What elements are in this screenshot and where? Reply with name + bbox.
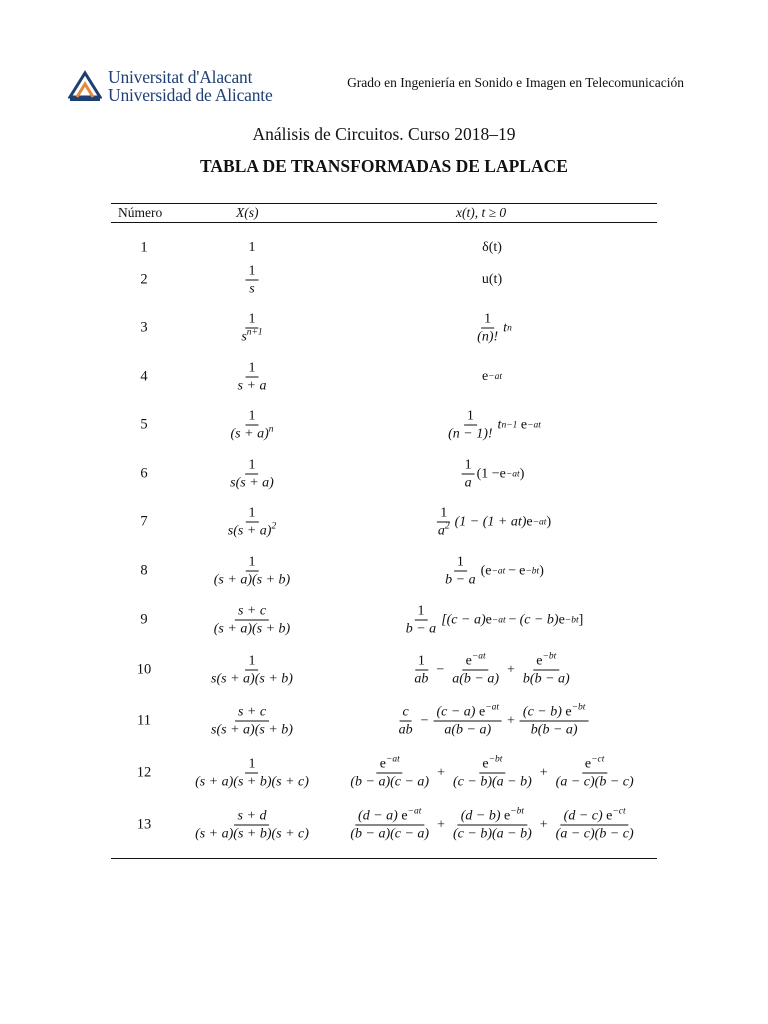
degree-name: Grado en Ingeniería en Sonido e Imagen en Telecomunicación	[347, 75, 684, 90]
page-title: TABLA DE TRANSFORMADAS DE LAPLACE	[200, 156, 568, 176]
course-heading: Análisis de Circuitos. Curso 2018–19	[252, 124, 516, 144]
table-bottom-rule	[111, 858, 657, 859]
university-logo-icon	[68, 69, 102, 103]
logo-line-1: Universitat d'Alacant	[108, 67, 253, 87]
table-header-rule	[111, 222, 657, 223]
column-header-laplace: X(s)	[236, 205, 259, 220]
column-header-time: x(t), t ≥ 0	[456, 205, 507, 220]
university-name	[108, 68, 273, 104]
university-logo	[68, 68, 273, 104]
column-header-number: Número	[118, 205, 163, 220]
table-top-rule	[111, 203, 657, 204]
logo-line-2: Universidad de Alicante	[108, 85, 273, 105]
